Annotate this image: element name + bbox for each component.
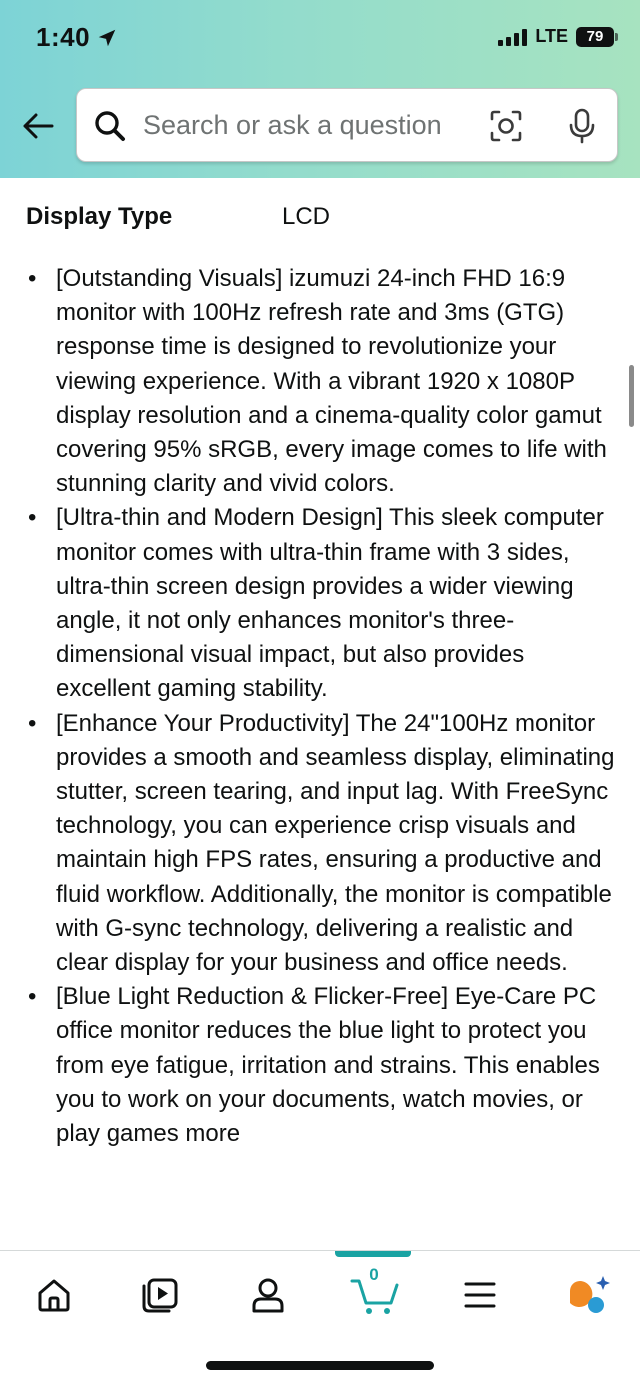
home-indicator[interactable] [206, 1361, 434, 1370]
battery-icon [576, 27, 614, 47]
bullet-dot-icon: • [28, 983, 37, 1011]
microphone-icon[interactable] [565, 107, 599, 145]
nav-video[interactable] [132, 1267, 188, 1323]
bottom-navigation [0, 1250, 640, 1385]
battery-level: 79 [586, 28, 604, 45]
bullet-dot-icon: • [28, 504, 37, 532]
status-indicators [498, 26, 614, 47]
bullet-text: [Outstanding Visuals] izumuzi 24-inch FHD 16:9 monitor with 100Hz refresh rate and 3ms (GTG) response time is designed to revolutionize your viewing experience. With a vibrant 1920 x 1080P display resolution and a cinema-quality color gamut covering 95% sRGB, every image comes to life with stunning clarity and vivid colors. [56, 265, 607, 498]
location-arrow-icon [96, 27, 118, 49]
menu-icon [460, 1275, 500, 1315]
list-item [26, 501, 616, 706]
nav-cart[interactable] [345, 1267, 405, 1323]
list-item [26, 707, 616, 981]
status-time [36, 22, 118, 53]
bullet-dot-icon: • [28, 709, 37, 737]
spec-row-display-type [26, 203, 616, 237]
account-icon [248, 1275, 288, 1315]
list-item [26, 980, 616, 1151]
bullet-text: [Blue Light Reduction & Flicker-Free] Eye-Care PC office monitor reduces the blue light to protect you from eye fatigue, irritation and strains. This enables you to work on your documents, watch movies, or play games more [56, 983, 600, 1148]
back-arrow-icon[interactable] [20, 108, 56, 144]
search-input[interactable]: Search or ask a question [143, 110, 442, 140]
bullet-dot-icon: • [28, 265, 37, 292]
spec-label: Display Type [26, 203, 173, 230]
home-icon [34, 1275, 74, 1315]
network-type: LTE [535, 26, 568, 46]
camera-lens-icon[interactable] [489, 109, 523, 143]
list-item [26, 262, 616, 501]
active-tab-indicator [335, 1251, 411, 1257]
nav-home[interactable] [26, 1267, 82, 1323]
nav-account[interactable] [240, 1267, 296, 1323]
signal-strength-icon [498, 28, 527, 46]
video-icon [140, 1275, 180, 1315]
nav-menu[interactable] [452, 1267, 508, 1323]
search-icon [93, 109, 127, 143]
assistant-icon [564, 1273, 612, 1317]
status-time-text: 1:40 [36, 22, 91, 52]
about-this-item-list [26, 262, 616, 1151]
scrollbar[interactable] [629, 365, 634, 427]
nav-assistant[interactable] [560, 1267, 616, 1323]
bullet-text: [Enhance Your Productivity] The 24"100Hz monitor provides a smooth and seamless display, eliminating stutter, screen tearing, and input lag. With FreeSync technology, you can experience crisp visuals and maintain high FPS rates, ensuring a productive and fluid workflow. Additionally, the monitor is compatible with G-sync technology, delivering a realistic and clear display for your business and office needs. [56, 709, 615, 977]
bullet-text: [Ultra-thin and Modern Design] This sleek computer monitor comes with ultra-thin frame with 3 sides, ultra-thin screen design provides a wider viewing angle, it not only enhances monitor's three-dimensional visual impact, but also provides excellent gaming stability. [56, 504, 604, 703]
app-header [0, 0, 640, 178]
spec-value: LCD [282, 203, 331, 230]
cart-count-badge: 0 [369, 1265, 379, 1284]
search-bar[interactable] [76, 88, 618, 162]
